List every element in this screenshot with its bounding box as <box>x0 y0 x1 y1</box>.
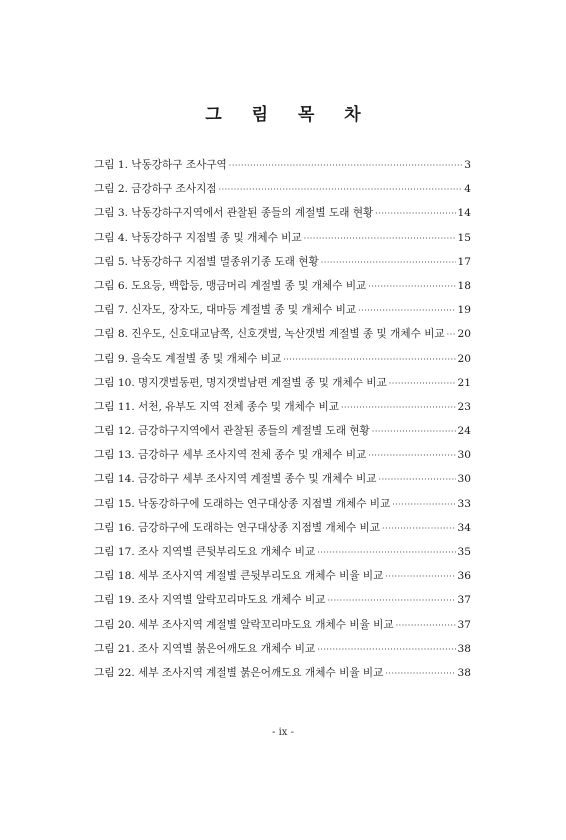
toc-entry[interactable] <box>94 177 471 201</box>
dot-leader <box>385 662 455 686</box>
dot-leader <box>317 638 455 662</box>
toc-entry-label: 그림 3. 낙동강하구지역에서 관찰된 종들의 계절별 도래 현황 <box>94 207 374 220</box>
dot-leader <box>304 227 456 251</box>
toc-entry[interactable] <box>94 322 471 346</box>
toc-entry-page-number: 18 <box>457 279 471 292</box>
toc-entry-label: 그림 18. 세부 조사지역 계절별 큰뒷부리도요 개체수 비율 비교 <box>94 570 384 583</box>
toc-entry-page-number: 37 <box>457 618 471 631</box>
dot-leader <box>372 420 456 444</box>
dot-leader <box>317 541 455 565</box>
toc-entry[interactable] <box>94 613 471 637</box>
toc-entry-label: 그림 21. 조사 지역별 붉은어깨도요 개체수 비교 <box>94 642 316 655</box>
toc-entry[interactable] <box>94 298 471 322</box>
toc-entry[interactable] <box>94 347 471 371</box>
toc-entry-label: 그림 1. 낙동강하구 조사구역 <box>94 159 227 171</box>
page-title: 그 림 목 차 <box>205 105 373 125</box>
toc-entry-page-number: 30 <box>457 449 471 462</box>
toc-entry-label: 그림 15. 낙동강하구에 도래하는 연구대상종 지점별 개체수 비교 <box>94 497 391 510</box>
toc-entry[interactable] <box>94 443 471 467</box>
toc-entry[interactable] <box>94 395 471 419</box>
toc-entry-page-number: 20 <box>457 352 471 365</box>
toc-entry-label: 그림 4. 낙동강하구 지점별 종 및 개체수 비교 <box>94 231 302 244</box>
toc-entry[interactable] <box>94 419 471 443</box>
dot-leader <box>447 323 456 347</box>
dot-leader <box>385 565 455 589</box>
toc-entry[interactable] <box>94 153 471 177</box>
toc-entry[interactable] <box>94 564 471 588</box>
toc-entry-page-number: 23 <box>457 400 471 413</box>
toc-entry-page-number: 14 <box>457 207 471 220</box>
dot-leader <box>229 154 462 178</box>
dot-leader <box>321 251 456 275</box>
toc-entry-page-number: 20 <box>457 328 471 341</box>
toc-entry-label: 그림 16. 금강하구에 도래하는 연구대상종 지점별 개체수 비교 <box>94 521 381 534</box>
toc-entry-page-number: 35 <box>457 546 471 558</box>
toc-entry[interactable] <box>94 540 471 564</box>
toc-entry-page-number: 17 <box>457 255 471 268</box>
toc-entry-label: 그림 11. 서천, 유부도 지역 전체 종수 및 개체수 비교 <box>94 400 339 413</box>
toc-entry-label: 그림 12. 금강하구지역에서 관찰된 종들의 계절별 도래 현황 <box>94 425 370 438</box>
toc-entry-page-number: 36 <box>457 570 471 583</box>
toc-entry-label: 그림 7. 신자도, 장자도, 대마등 계절별 종 및 개체수 비교 <box>94 304 357 317</box>
toc-entry-page-number: 4 <box>464 183 471 196</box>
toc-entry[interactable] <box>94 637 471 661</box>
dot-leader <box>368 444 455 468</box>
toc-entry-label: 그림 2. 금강하구 조사지점 <box>94 183 217 196</box>
toc-entry-label: 그림 8. 진우도, 신호대교남쪽, 신호갯벌, 녹산갯벌 계절별 종 및 개체수 비교 <box>94 328 445 341</box>
dot-leader <box>379 468 456 492</box>
toc-entry-page-number: 19 <box>457 304 471 317</box>
dot-leader <box>382 517 455 541</box>
toc-entry-label: 그림 17. 조사 지역별 큰뒷부리도요 개체수 비교 <box>94 546 316 558</box>
toc-entry-page-number: 37 <box>457 594 471 607</box>
toc-entry[interactable] <box>94 250 471 274</box>
toc-entry-page-number: 34 <box>457 521 471 534</box>
toc-entry-page-number: 38 <box>457 642 471 655</box>
toc-entry[interactable] <box>94 492 471 516</box>
dot-leader <box>358 299 455 323</box>
dot-leader <box>283 348 455 372</box>
dot-leader <box>341 396 456 420</box>
toc-entry-page-number: 24 <box>457 425 471 438</box>
toc-entry[interactable] <box>94 588 471 612</box>
toc-entry-page-number: 30 <box>457 473 471 486</box>
toc-entry-page-number: 21 <box>457 376 471 389</box>
dot-leader <box>389 372 456 396</box>
toc-entry-label: 그림 10. 명지갯벌동편, 명지갯벌남편 계절별 종 및 개체수 비교 <box>94 376 387 389</box>
dot-leader <box>375 202 455 226</box>
toc-entry-label: 그림 6. 도요등, 백합등, 맹금머리 계절별 종 및 개체수 비교 <box>94 279 367 292</box>
dot-leader <box>368 275 455 299</box>
toc-entry-page-number: 3 <box>464 159 471 171</box>
toc-entry[interactable] <box>94 516 471 540</box>
dot-leader <box>392 493 455 517</box>
page-number: - ix - <box>272 727 294 738</box>
toc-entry-label: 그림 13. 금강하구 세부 조사지역 전체 종수 및 개체수 비교 <box>94 449 367 462</box>
dot-leader <box>328 589 456 613</box>
toc-entry[interactable] <box>94 661 471 685</box>
toc-entry[interactable] <box>94 371 471 395</box>
toc-entry-page-number: 15 <box>457 231 471 244</box>
toc-entry-label: 그림 9. 을숙도 계절별 종 및 개체수 비교 <box>94 352 282 365</box>
toc-entry[interactable] <box>94 274 471 298</box>
toc-entry-label: 그림 5. 낙동강하구 지점별 멸종위기종 도래 현황 <box>94 255 319 268</box>
toc-entry-label: 그림 20. 세부 조사지역 계절별 알락꼬리마도요 개체수 비율 비교 <box>94 618 394 631</box>
toc-entry-page-number: 38 <box>457 666 471 679</box>
toc-entry-page-number: 33 <box>457 497 471 510</box>
dot-leader <box>396 614 456 638</box>
toc-entry-label: 그림 14. 금강하구 세부 조사지역 계절별 종수 및 개체수 비교 <box>94 473 377 486</box>
dot-leader <box>219 178 463 202</box>
toc-entry[interactable] <box>94 226 471 250</box>
toc-entry[interactable] <box>94 201 471 225</box>
toc-entry-label: 그림 22. 세부 조사지역 계절별 붉은어깨도요 개체수 비율 비교 <box>94 666 384 679</box>
toc-entry[interactable] <box>94 467 471 491</box>
figure-list <box>94 153 471 685</box>
toc-entry-label: 그림 19. 조사 지역별 알락꼬리마도요 개체수 비교 <box>94 594 326 607</box>
